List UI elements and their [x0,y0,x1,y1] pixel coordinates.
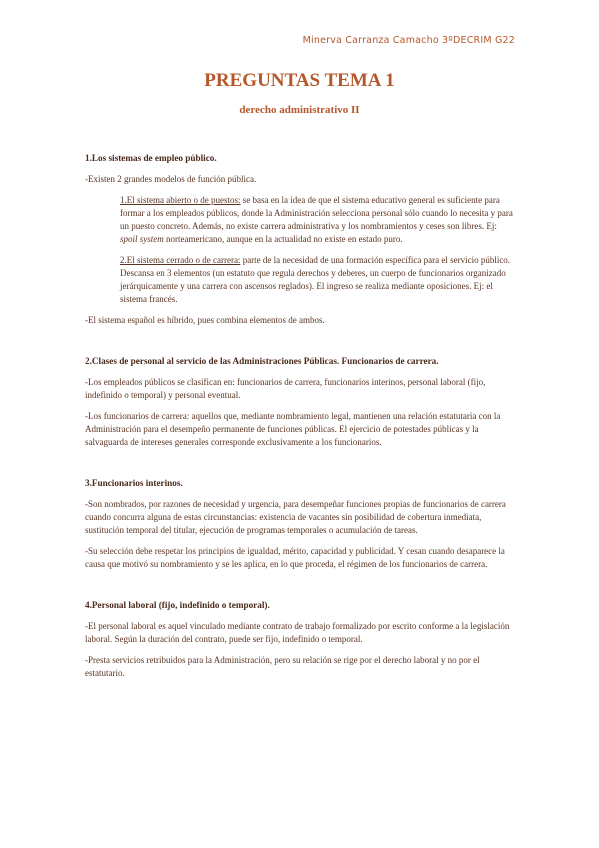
paragraph: -Son nombrados, por razones de necesidad y urgencia, para desempeñar funciones propias de funcionarios de carrera cuando concurra alguna de estas circunstancias: existencia de vacantes sin posibilidad de cobertura inmediata, sustitución temporal del titular, ejecución de programas temporales o acumulación de tareas. [85,499,506,535]
paragraph: -Presta servicios retribuidos para la Administración, pero su relación se rige por el derecho laboral y no por el estatutario. [85,655,480,678]
author-header: Minerva Carranza Camacho 3ºDECRIM G22 [302,35,515,46]
section-heading: 1.Los sistemas de empleo público. [85,153,217,163]
item-text: se basa en la idea de que el sistema educativo general es suficiente para formar a los empleados públicos, donde la Administración selecciona personal sólo cuando lo necesita y para un puesto concreto. Además, no existe carrera administrativa y los nombramientos y ceses son libres. Ej: [120,195,513,231]
item-label: 1.El sistema abierto o de puestos: [120,195,241,205]
paragraph: -Existen 2 grandes modelos de función pública. [85,174,257,184]
paragraph: -El personal laboral es aquel vinculado mediante contrato de trabajo formalizado por escrito conforme a la legislación laboral. Según la duración del contrato, puede ser fijo, indefinido o temporal. [85,621,510,644]
item-text: parte de la necesidad de una formación específica para el servicio público. Descansa en 3 elementos (un estatuto que regula derechos y deberes, un cuerpo de funcionarios organizado jerárquicamente y una carrera con ascensos reglados). El ingreso se realiza mediante oposiciones. Ej: el sistema francés. [120,255,511,304]
page-title: PREGUNTAS TEMA 1 [204,70,395,91]
list-item [120,254,515,306]
paragraph: -Su selección debe respetar los principios de igualdad, mérito, capacidad y publicidad. Y cesan cuando desaparece la causa que motivó su nombramiento y se les aplica, en lo que proceda, el régimen de los funcionarios de carrera. [85,546,505,569]
section-heading: 3.Funcionarios interinos. [85,478,183,488]
paragraph: -Los funcionarios de carrera: aquellos que, mediante nombramiento legal, mantienen una relación estatutaria con la Administración para el desempeño permanente de funciones públicas. El ejercicio de potestades públicas y la salvaguarda de intereses generales corresponde exclusivamente a los funcionarios. [85,411,501,447]
item-label: 2.El sistema cerrado o de carrera: [120,255,241,265]
item-emphasis: spoil system [120,234,164,244]
document-body [85,152,515,688]
item-text: norteamericano, aunque en la actualidad no existe en estado puro. [163,234,403,244]
paragraph: -El sistema español es híbrido, pues combina elementos de ambos. [85,315,325,325]
list-item [120,194,515,246]
section-heading: 2.Clases de personal al servicio de las Administraciones Públicas. Funcionarios de carrera. [85,356,439,366]
page-subtitle: derecho administrativo II [239,104,360,116]
section-heading: 4.Personal laboral (fijo, indefinido o temporal). [85,600,270,610]
paragraph: -Los empleados públicos se clasifican en: funcionarios de carrera, funcionarios interinos, personal laboral (fijo, indefinido o temporal) y personal eventual. [85,377,486,400]
